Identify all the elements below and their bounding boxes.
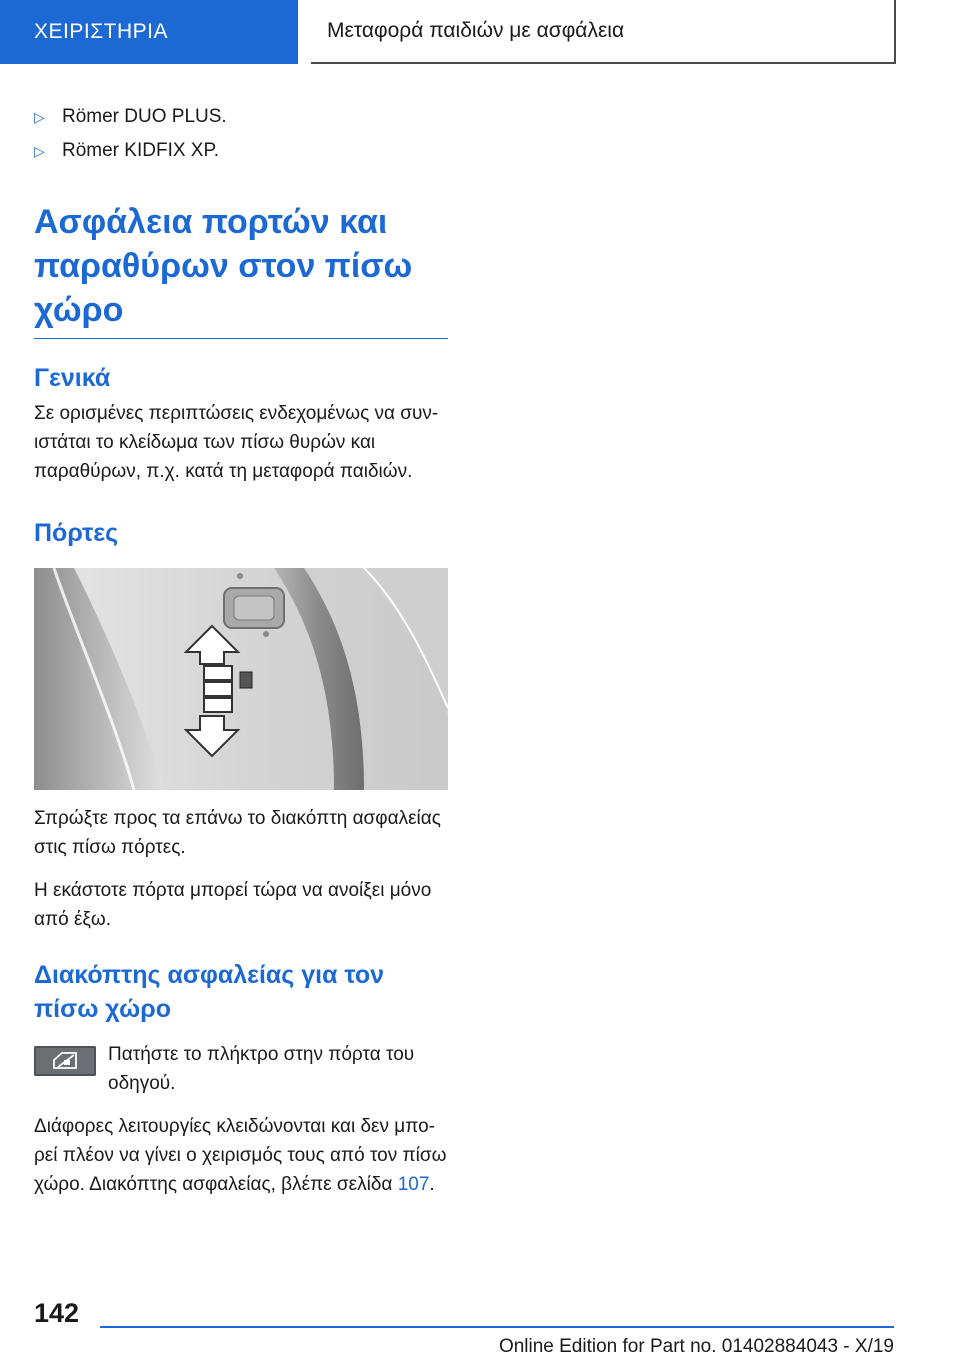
switch-description [34,1112,448,1199]
list-item [34,134,448,168]
edition-info: Online Edition for Part no. 01402884043 - X/19 [498,1336,894,1357]
page-content [34,100,448,1199]
sentence-end: . [429,1174,435,1195]
page-reference-link[interactable]: 107 [397,1174,430,1195]
list-item-text: Römer DUO PLUS. [62,106,227,127]
chapter-title: Μεταφορά παιδιών με ασφάλεια [311,0,896,64]
switch-description-text: Διάφορες λειτουργίες κλειδώνονται και δεν μπορεί πλέον να γίνει ο χειρισμός τους από τον πίσω χώρο. Διακόπτης ασφαλείας, βλέπε σελίδα [34,1116,447,1195]
page-number: 142 [34,1298,80,1328]
list-item [34,100,448,134]
chapter-tab[interactable]: ΧΕΙΡΙΣΤΗΡΙΑ [0,0,298,64]
doors-note: Η εκάστοτε πόρτα μπορεί τώρα να ανοίξει μόνο από έξω. [34,880,432,930]
triangle-bullet-icon: ▷ [34,108,45,125]
button-instruction-row [34,1040,448,1098]
general-heading: Γενικά [34,364,111,392]
button-instruction-text: Πατήστε το πλήκτρο στην πόρτα του οδηγού. [108,1044,415,1094]
door-lock-image [34,568,448,790]
general-text: Σε ορισμένες περιπτώσεις ενδεχομένως να συνιστάται το κλείδωμα των πίσω θυρών και παραθύρων, π.χ. κατά τη μεταφορά παιδιών. [34,403,439,482]
door-lock-illustration [34,568,448,790]
doors-heading: Πόρτες [34,519,119,547]
child-lock-key-icon [34,1046,96,1076]
footer-divider [100,1326,894,1328]
doors-instruction: Σπρώξτε προς τα επάνω το διακόπτη ασφαλείας στις πίσω πόρτες. [34,808,441,858]
triangle-bullet-icon: ▷ [34,142,45,159]
list-item-text: Römer KIDFIX XP. [62,140,219,161]
switch-heading: Διακόπτης ασφαλείας για τον πίσω χώρο [34,961,385,1023]
section-title: Ασφάλεια πορτών και παραθύρων στον πίσω χώρο [34,200,448,339]
